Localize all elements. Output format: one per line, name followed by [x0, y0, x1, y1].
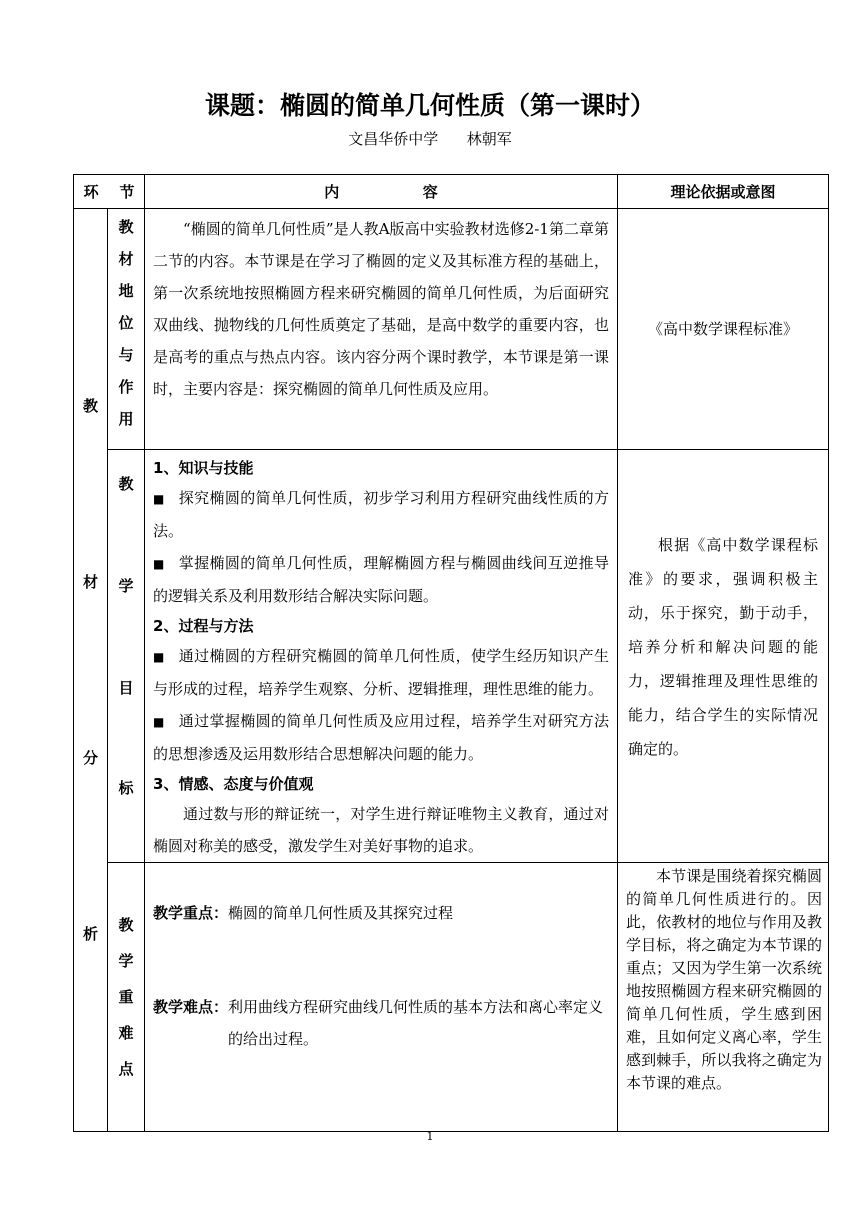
table-header-row — [74, 175, 829, 209]
sub-label-position — [108, 209, 145, 450]
bullet-square-icon: ■ — [153, 715, 165, 729]
goal-heading: 2、过程与方法 — [153, 617, 254, 635]
bullet-square-icon: ■ — [153, 650, 165, 664]
bullet-square-icon: ■ — [153, 557, 165, 571]
sub-char: 重 — [118, 988, 134, 1006]
section-char: 教 — [82, 397, 98, 415]
content-cell-keypoints — [145, 863, 618, 1132]
key-point — [153, 897, 609, 929]
author-line: 文昌华侨中学 林朝军 — [348, 130, 512, 148]
table-row — [74, 863, 829, 1132]
key-label: 教学重点： — [153, 904, 229, 922]
goal-bullet: ■ 通过掌握椭圆的简单几何性质及应用过程，培养学生对研究方法的思想渗透及运用数形结合思想解决问题的能力。 — [153, 712, 609, 763]
header-content: 内 容 — [145, 175, 618, 209]
table-row — [74, 450, 829, 863]
sub-char: 学 — [118, 577, 134, 595]
difficult-text: 利用曲线方程研究曲线几何性质的基本方法和离心率定义的给出过程。 — [228, 998, 604, 1048]
sub-label-keypoints — [108, 863, 145, 1132]
section-label — [74, 209, 108, 1132]
sub-char: 地 — [118, 282, 134, 300]
key-text: 椭圆的简单几何性质及其探究过程 — [228, 904, 454, 922]
goal-bullet: ■ 掌握椭圆的简单几何性质，理解椭圆方程与椭圆曲线间互逆推导的逻辑关系及利用数形结合解决实际问题。 — [153, 554, 609, 605]
header-rationale: 理论依据或意图 — [618, 175, 829, 209]
sub-char: 难 — [118, 1024, 134, 1042]
sub-char: 点 — [118, 1060, 134, 1078]
sub-label-goals — [108, 450, 145, 863]
goal-bullet: ■ 探究椭圆的简单几何性质，初步学习利用方程研究曲线性质的方法。 — [153, 489, 609, 540]
content-cell-position — [145, 209, 618, 450]
header-section: 环 节 — [74, 175, 145, 209]
content-cell-goals — [145, 450, 618, 863]
goal-bullet: ■ 通过椭圆的方程研究椭圆的简单几何性质，使学生经历知识产生与形成的过程，培养学生观察、分析、逻辑推理，理性思维的能力。 — [153, 647, 609, 698]
sub-char: 学 — [118, 952, 134, 970]
sub-char: 位 — [118, 314, 134, 332]
section-char: 分 — [82, 749, 98, 767]
sub-char: 教 — [118, 475, 134, 493]
goal-paragraph: 通过数与形的辩证统一，对学生进行辩证唯物主义教育，通过对椭圆对称美的感受，激发学生对美好事物的追求。 — [153, 805, 610, 855]
section-char: 析 — [82, 925, 98, 943]
sub-char: 目 — [118, 679, 134, 697]
difficult-label: 教学难点： — [153, 998, 229, 1016]
page-number: 1 — [426, 1130, 434, 1143]
sub-char: 用 — [118, 410, 134, 428]
lesson-table — [73, 174, 829, 1132]
rationale-text: 本节课是围绕着探究椭圆的简单几何性质进行的。因此，依教材的地位与作用及教学目标，将之确定为本节课的重点；又因为学生第一次系统地按照椭圆方程来研究椭圆的简单几何性质，学生感到困难，且如何定义离心率，学生感到棘手，所以我将之确定为本节课的难点。 — [626, 867, 823, 1092]
sub-char: 作 — [118, 378, 134, 396]
section-char: 材 — [82, 573, 98, 591]
rationale-cell-keypoints — [618, 863, 829, 1132]
content-paragraph: “椭圆的简单几何性质”是人教A版高中实验教材选修2-1第二章第二节的内容。本节课是在学习了椭圆的定义及其标准方程的基础上，第一次系统地按照椭圆方程来研究椭圆的简单几何性质，为后面研究双曲线、抛物线的几何性质奠定了基础，是高中数学的重要内容，也是高考的重点与热点内容。该内容分两个课时教学，本节课是第一课时，主要内容是：探究椭圆的简单几何性质及应用。 — [153, 220, 610, 398]
sub-char: 材 — [118, 250, 134, 268]
rationale-text: 根据《高中数学课程标准》的要求，强调积极主动，乐于探究，勤于动手，培养分析和解决问题的能力，逻辑推理及理性思维的能力，结合学生的实际情况确定的。 — [628, 536, 819, 758]
rationale-cell-goals — [618, 450, 829, 863]
sub-char: 教 — [118, 218, 134, 236]
goal-heading: 3、情感、态度与价值观 — [153, 775, 314, 793]
goal-heading: 1、知识与技能 — [153, 459, 254, 477]
rationale-cell-position: 《高中数学课程标准》 — [618, 209, 829, 450]
sub-char: 标 — [118, 779, 134, 797]
sub-char: 教 — [118, 916, 134, 934]
sub-char: 与 — [118, 346, 134, 364]
difficult-point — [153, 991, 609, 1055]
table-row — [74, 209, 829, 450]
document-title: 课题：椭圆的简单几何性质（第一课时） — [204, 91, 655, 120]
bullet-square-icon: ■ — [153, 492, 165, 506]
